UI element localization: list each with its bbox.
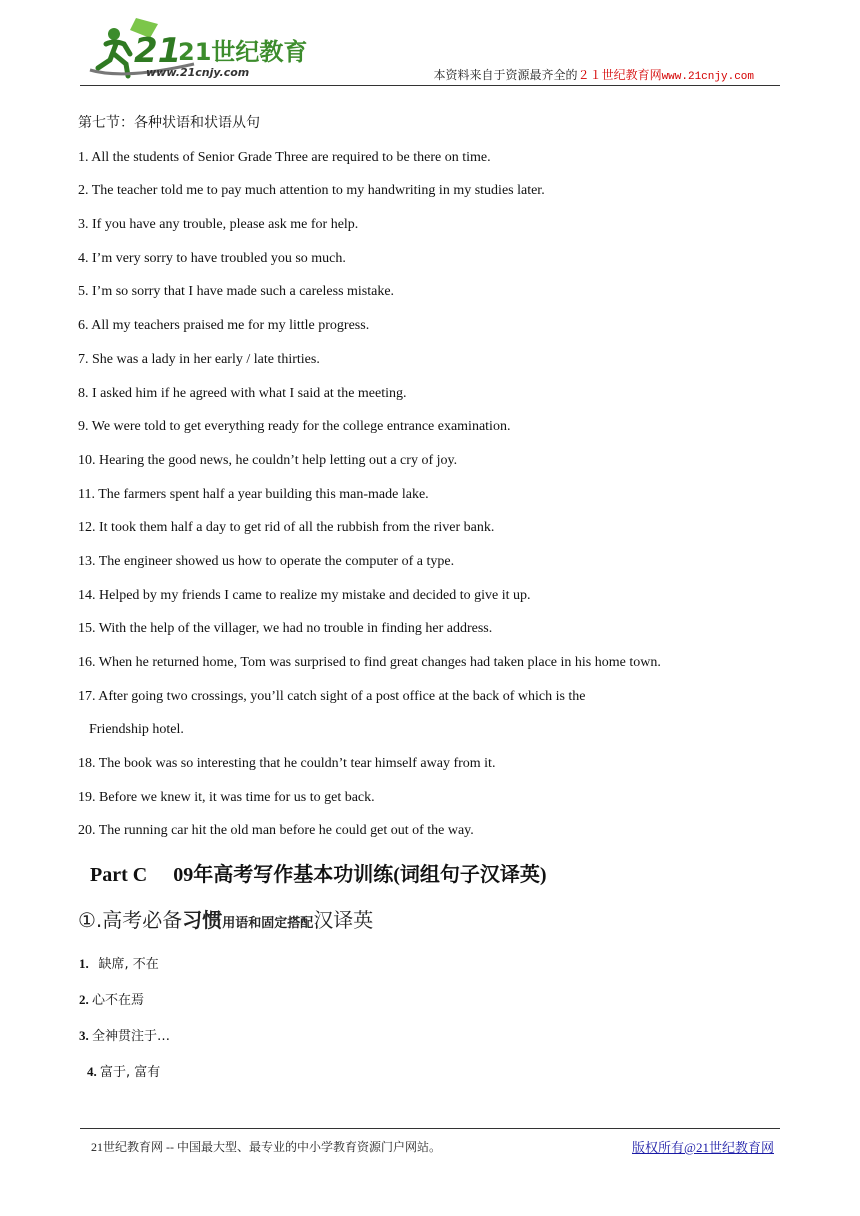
logo-url-text: www.21cnjy.com (146, 66, 250, 79)
part-c-title: 09年高考写作基本功训练(词组句子汉译英) (173, 864, 547, 886)
item-text: 心不在焉 (92, 993, 145, 1008)
sentence-line: 15. With the help of the villager, we had no trouble in finding her address. (78, 621, 493, 637)
header-source-note (434, 66, 754, 83)
sentence-line: 4. I’m very sorry to have troubled you so much. (78, 250, 346, 266)
sentence-line: 16. When he returned home, Tom was surprised to find great changes had taken place in his home town. (78, 655, 661, 670)
sentence-line: 9. We were told to get everything ready for the college entrance examination. (78, 419, 511, 435)
list-item (79, 1025, 170, 1044)
sentence-line-continuation: Friendship hotel. (89, 722, 184, 738)
sentence-line: 3. If you have any trouble, please ask me for help. (78, 217, 359, 233)
sentence-line: 11. The farmers spent half a year building this man-made lake. (78, 486, 429, 502)
header-divider (80, 85, 780, 86)
sentence-line: 7. She was a lady in her early / late thirties. (78, 351, 320, 367)
part-c-heading (90, 858, 547, 887)
section-title: 第七节：各种状语和状语从句 (78, 116, 260, 131)
item-text: 富于, 富有 (100, 1065, 161, 1080)
sentence-line: 2. The teacher told me to pay much attention to my handwriting in my studies later. (78, 183, 545, 199)
item-number: 4. (87, 1064, 97, 1079)
list-item (79, 953, 159, 972)
item-number: 1. (79, 956, 89, 971)
list-item (87, 1061, 160, 1080)
header-note-prefix: 本资料来自于资源最齐全的 (433, 68, 578, 82)
sentence-line: 1. All the students of Senior Grade Three are required to be there on time. (78, 149, 491, 165)
sentence-line: 12. It took them half a day to get rid of all the rubbish from the river bank. (78, 520, 495, 536)
document-body (78, 114, 778, 855)
logo-figure-icon (84, 14, 308, 86)
footer-divider (80, 1128, 780, 1129)
footer-description: 21世纪教育网 -- 中国最大型、最专业的中小学教育资源门户网站。 (91, 1140, 441, 1154)
subheading-part4: 汉译英 (313, 908, 374, 932)
sentence-line: 17. After going two crossings, you’ll catch sight of a post office at the back of which is the (78, 688, 586, 704)
item-number: 3. (79, 1028, 89, 1043)
sentence-line: 14. Helped by my friends I came to realize my mistake and decided to give it up. (78, 587, 531, 603)
list-item (79, 989, 144, 1008)
part-c-label: Part C (90, 864, 148, 886)
svg-text:21: 21 (134, 31, 182, 71)
footer-copyright-link[interactable]: 版权所有@21世纪教育网 (632, 1140, 774, 1155)
sentence-line: 6. All my teachers praised me for my little progress. (78, 318, 370, 334)
sentence-line: 18. The book was so interesting that he couldn’t tear himself away from it. (78, 756, 496, 772)
item-number: 2. (79, 992, 89, 1007)
sentence-line: 5. I’m so sorry that I have made such a careless mistake. (78, 284, 395, 300)
site-logo (84, 14, 308, 86)
header-note-url[interactable]: www.21cnjy.com (661, 71, 754, 83)
header-note-highlight: ２１世纪教育网 (577, 68, 662, 82)
sentence-line: 20. The running car hit the old man before he could get out of the way. (78, 823, 474, 839)
logo-brand-text: 21世纪教育 (178, 38, 308, 66)
item-text: 全神贯注于… (92, 1029, 171, 1044)
sentence-line: 8. I asked him if he agreed with what I said at the meeting. (78, 385, 407, 401)
subheading-part2: 习惯 (182, 908, 223, 932)
sentence-line: 10. Hearing the good news, he couldn’t help letting out a cry of joy. (78, 452, 458, 468)
sentence-line: 19. Before we knew it, it was time for us to get back. (78, 789, 375, 805)
subheading (78, 904, 373, 933)
sentence-line: 13. The engineer showed us how to operate the computer of a type. (78, 553, 455, 569)
item-text: 缺席, 不在 (98, 957, 159, 972)
subheading-part1: ①.高考必备 (78, 908, 183, 932)
subheading-part3: 用语和固定搭配 (222, 916, 314, 931)
